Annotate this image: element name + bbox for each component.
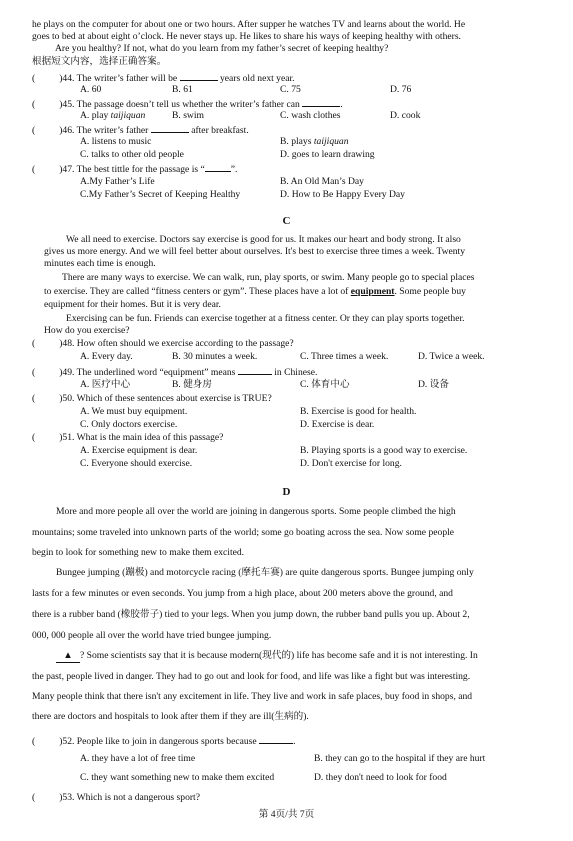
option-b: B. An Old Man’s Day xyxy=(280,176,364,187)
passage-d-line: Many people think that there isn't any excitement in life. They live and work in safe places, buy food in shops, and xyxy=(32,691,473,702)
passage-c-line: gives us more energy. And we will feel better about ourselves. It's best to exercise three times a week. Twenty xyxy=(44,246,466,257)
question-number: )48. xyxy=(59,338,75,349)
question-44 xyxy=(32,71,295,85)
passage-d-line: mountains; some traveled into unknown parts of the world; some go boating across the sea. Now some people xyxy=(32,527,455,538)
option-d: D. 设备 xyxy=(418,379,449,390)
option-b: B. Exercise is good for health. xyxy=(300,406,417,417)
option-b: B. plays taijiquan xyxy=(280,136,349,147)
question-number: )46. xyxy=(59,125,75,136)
question-number: )44. xyxy=(59,73,75,84)
page-footer: 第 4页/共 7页 xyxy=(258,809,315,820)
question-number: )51. xyxy=(59,432,75,443)
answer-blank xyxy=(259,734,293,744)
passage-d-line: ▲ ? Some scientists say that it is because modern(现代的) life has become safe and it is not interesting. In xyxy=(56,646,549,667)
option-d: D. How to Be Happy Every Day xyxy=(280,189,405,200)
option-b: B. they can go to the hospital if they are hurt xyxy=(314,753,486,764)
passage-b-line: Are you healthy? If not, what do you learn from my father’s secret of keeping healthy? xyxy=(55,43,389,54)
passage-d-line: Bungee jumping (蹦极) and motorcycle racing (摩托车赛) are quite dangerous sports. Bungee jumping only xyxy=(56,567,474,578)
option-a: A. 60 xyxy=(80,84,102,95)
question-49 xyxy=(32,365,317,379)
option-c: C. wash clothes xyxy=(280,110,341,121)
question-stem: years old next year. xyxy=(219,73,295,84)
option-b: B. 30 minutes a week. xyxy=(172,351,258,362)
option-c: C. 体育中心 xyxy=(300,379,350,390)
option-a: A. play taijiquan xyxy=(80,110,146,121)
question-53 xyxy=(32,792,200,804)
question-stem: How often should we exercise according to the passage? xyxy=(76,338,294,349)
passage-d-line: there are doctors and hospitals to look after them if they are ill(生病的). xyxy=(32,711,309,722)
passage-d-line: there is a rubber band (橡胶带子) tied to your legs. When you jump down, the rubber band pulls you up. About 2, xyxy=(32,609,470,620)
question-number: )49. xyxy=(59,367,75,378)
question-stem: Which of these sentences about exercise is TRUE? xyxy=(76,393,272,404)
instruction-text: 根据短文内容，选择正确答案。 xyxy=(32,56,167,67)
option-b: B. Playing sports is a good way to exercise. xyxy=(300,445,468,456)
question-stem: . xyxy=(340,99,343,110)
passage-c-line: minutes each time is enough. xyxy=(44,258,156,269)
question-number: )52. xyxy=(59,736,75,747)
triangle-blank: ▲ xyxy=(56,650,80,663)
question-46 xyxy=(32,123,249,137)
passage-b-line: goes to bed at about eight o’clock. He never stays up. He likes to share his ways of keeping healthy with others. xyxy=(32,31,461,42)
question-45 xyxy=(32,97,343,111)
passage-c-line: We all need to exercise. Doctors say exercise is good for us. It makes our heart and body strong. It also xyxy=(66,234,461,245)
answer-paren: ( xyxy=(32,792,36,803)
option-a: A. Every day. xyxy=(80,351,133,362)
question-stem: The writer’s father will be xyxy=(76,73,178,84)
question-stem: The underlined word “equipment” means xyxy=(76,367,236,378)
answer-paren: ( xyxy=(32,125,36,136)
question-number: )47. xyxy=(59,164,75,175)
option-a: A. 医疗中心 xyxy=(80,379,131,390)
option-c: C. 75 xyxy=(280,84,301,95)
passage-d-line: begin to look for something new to make them excited. xyxy=(32,547,245,558)
option-a: A. We must buy equipment. xyxy=(80,406,188,417)
answer-paren: ( xyxy=(32,432,36,443)
question-number: )50. xyxy=(59,393,75,404)
option-b: B. 61 xyxy=(172,84,193,95)
question-52 xyxy=(32,734,295,748)
option-d: D. 76 xyxy=(390,84,412,95)
answer-blank xyxy=(151,123,189,133)
underlined-word-equipment: equipment xyxy=(350,286,395,297)
section-title-d: D xyxy=(282,486,291,498)
answer-paren: ( xyxy=(32,367,36,378)
question-stem: What is the main idea of this passage? xyxy=(76,432,224,443)
question-stem: The writer’s father xyxy=(76,125,149,136)
question-stem: in Chinese. xyxy=(274,367,318,378)
passage-c-line: There are many ways to exercise. We can walk, run, play sports, or swim. Many people go to special places xyxy=(62,272,475,283)
question-47 xyxy=(32,162,237,176)
passage-d-line: More and more people all over the world are joining in dangerous sports. Some people climbed the high xyxy=(56,506,456,517)
passage-c-line: Exercising can be fun. Friends can exercise together at a fitness center. Or they can play sports together. xyxy=(66,313,465,324)
question-stem: Which is not a dangerous sport? xyxy=(76,792,200,803)
question-stem: after breakfast. xyxy=(191,125,249,136)
question-stem: The best tittle for the passage is “ xyxy=(76,164,205,175)
passage-c-line: to exercise. They are called “fitness centers or gym”. These places have a lot of equipment. Some people buy xyxy=(44,286,466,297)
passage-c-line: equipment for their homes. But it is very dear. xyxy=(44,299,221,310)
answer-blank xyxy=(180,71,218,81)
question-48 xyxy=(32,338,294,350)
option-d: D. Don't exercise for long. xyxy=(300,458,402,469)
answer-paren: ( xyxy=(32,164,36,175)
option-d: D. they don't need to look for food xyxy=(314,772,447,783)
passage-d-line: 000, 000 people all over the world have tried bungee jumping. xyxy=(32,630,272,641)
option-d: D. Twice a week. xyxy=(418,351,485,362)
passage-c-line: How do you exercise? xyxy=(44,325,130,336)
option-c: C. they want something new to make them excited xyxy=(80,772,275,783)
passage-d-line: the past, people lived in danger. They had to go out and look for food, and life was like a fight but was interesting. xyxy=(32,671,471,682)
question-number: )53. xyxy=(59,792,75,803)
answer-blank xyxy=(302,97,340,107)
option-c: C. Only doctors exercise. xyxy=(80,419,178,430)
passage-d-line: lasts for a few minutes or even seconds. You jump from a high place, about 200 meters above the ground, and xyxy=(32,588,453,599)
answer-paren: ( xyxy=(32,393,36,404)
option-a: A. listens to music xyxy=(80,136,152,147)
option-d: D. cook xyxy=(390,110,421,121)
passage-b-line: he plays on the computer for about one or two hours. After supper he watches TV and learns about the world. He xyxy=(32,19,466,30)
question-stem: People like to join in dangerous sports because xyxy=(76,736,257,747)
option-c: C. Three times a week. xyxy=(300,351,389,362)
answer-blank xyxy=(238,365,272,375)
option-c: C.My Father’s Secret of Keeping Healthy xyxy=(80,189,241,200)
option-c: C. Everyone should exercise. xyxy=(80,458,193,469)
question-stem: The passage doesn’t tell us whether the writer’s father can xyxy=(76,99,300,110)
question-stem: ”. xyxy=(230,164,238,175)
option-a: A.My Father’s Life xyxy=(80,176,155,187)
option-d: D. goes to learn drawing xyxy=(280,149,375,160)
option-b: B. swim xyxy=(172,110,204,121)
answer-paren: ( xyxy=(32,338,36,349)
question-51 xyxy=(32,432,223,444)
answer-paren: ( xyxy=(32,736,36,747)
question-number: )45. xyxy=(59,99,75,110)
section-title-c: C xyxy=(282,215,291,227)
question-stem: . xyxy=(293,736,296,747)
option-b: B. 健身房 xyxy=(172,379,212,390)
question-50 xyxy=(32,393,272,405)
option-d: D. Exercise is dear. xyxy=(300,419,375,430)
option-a: A. they have a lot of free time xyxy=(80,753,196,764)
answer-paren: ( xyxy=(32,99,36,110)
answer-paren: ( xyxy=(32,73,36,84)
option-c: C. talks to other old people xyxy=(80,149,184,160)
answer-blank xyxy=(205,162,231,172)
option-a: A. Exercise equipment is dear. xyxy=(80,445,198,456)
